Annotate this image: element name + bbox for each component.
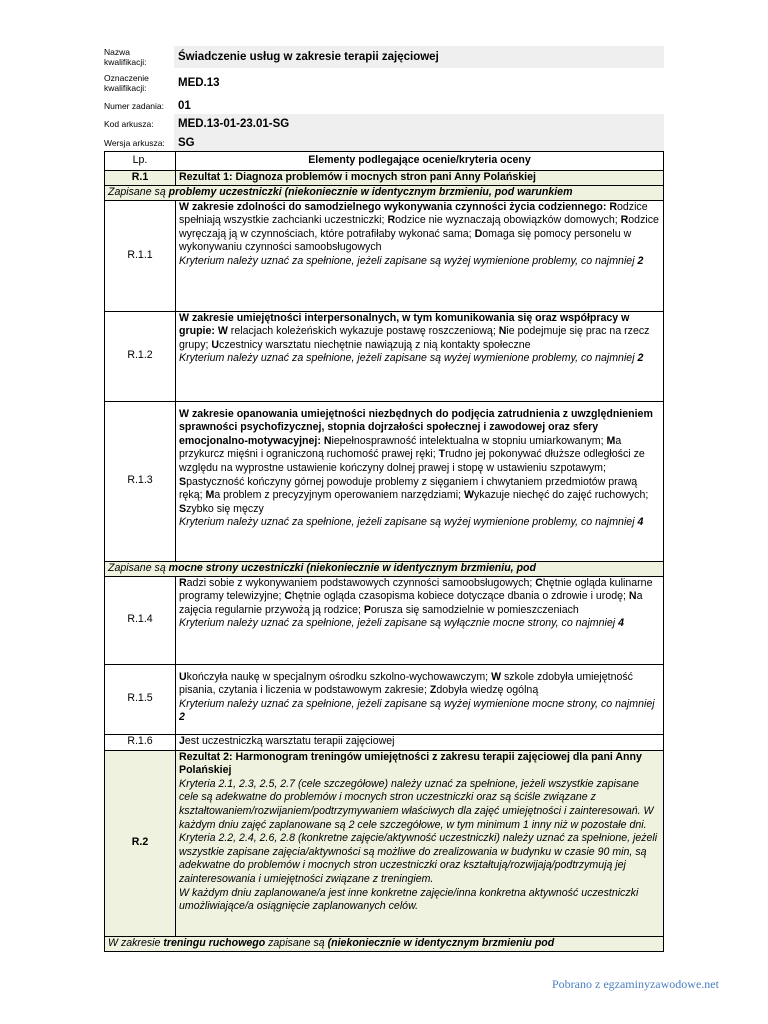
criterion-head: W zakresie zdolności do samodzielnego wykonywania czynności życia codziennego:	[179, 200, 607, 213]
criterion-rule-text: Kryterium należy uznać za spełnione, jeżeli zapisane są wyżej wymienione problemy, co najmniej	[179, 516, 638, 529]
item-initial: Z	[429, 684, 437, 697]
criterion-head: W zakresie opanowania umiejętności niezbędnych do podjęcia zatrudnienia z uwzględnieniem sprawności psychofizycznej, stopnia dojrzałości społecznej i zawodowej oraz sfery emocjonalno-motywacyjnej:	[179, 407, 653, 447]
band-emphasis: problemy uczestniczki (niekoniecznie w identycznym brzmieniu, pod warunkiem	[168, 185, 573, 198]
row-number: R.1.4	[105, 576, 176, 664]
item-initial: U	[211, 338, 220, 351]
item-text: kończyła naukę w specjalnym ośrodku szkolno-wychowawczym;	[186, 670, 492, 683]
item-text: est uczestniczką warsztatu terapii zajęciowej	[184, 735, 395, 748]
item-text: szkole zdobyła umiejętność pisania, czytania i liczenia w podstawowym zakresie;	[179, 670, 633, 697]
item-initial: R	[620, 214, 629, 227]
result-content	[176, 750, 664, 936]
item-text: a problem z precyzyjnym operowaniem narzędziami;	[214, 489, 464, 502]
header-label: Wersja arkusza:	[104, 138, 165, 148]
band-emphasis: mocne strony uczestniczki (niekoniecznie w identycznym brzmieniu, pod	[168, 561, 536, 574]
header-row-qualification-code	[104, 70, 664, 96]
item-initial: R	[387, 214, 396, 227]
section-band-strengths	[105, 561, 664, 576]
item-initial: J	[179, 735, 185, 748]
header-row-sheet-version	[104, 134, 664, 152]
result-criteria-daily: W każdym dniu zaplanowane/a jest inne konkretne zajęcie/inna konkretna aktywność uczestniczki umożliwiające/a osiągnięcie zaplanowanych celów.	[179, 886, 639, 913]
criterion-minimum: 2	[637, 352, 644, 365]
criterion-row-r1-4	[105, 576, 664, 664]
item-text: zybko się męczy	[186, 502, 264, 515]
column-header-elements: Elementy podlegające ocenie/kryteria oceny	[176, 152, 664, 171]
item-initial: S	[179, 475, 187, 488]
item-initial: T	[438, 448, 446, 461]
item-text: ykazuje niechęć do zajęć ruchowych;	[473, 489, 649, 502]
table-header-row	[105, 152, 664, 171]
item-initial: M	[205, 489, 215, 502]
qualification-name: Świadczenie usług w zakresie terapii zajęciowej	[174, 46, 664, 68]
row-number: R.1.2	[105, 311, 176, 401]
download-source-link[interactable]: Pobrano z egzaminyzawodowe.net	[552, 977, 719, 991]
item-text: omaga się pomocy personelu w wykonywaniu czynności samoobsługowych	[179, 227, 632, 254]
item-initial: N	[628, 590, 637, 603]
result-row-r2	[105, 750, 664, 936]
item-text: iepełnosprawność intelektualna w stopniu umiarkowanym;	[331, 434, 607, 447]
item-text: odzice wyręczają ją w czynnościach, które potrafiłaby wykonać sama;	[179, 214, 659, 240]
row-number: R.1	[105, 171, 176, 186]
item-text: a zajęcia regularnie przywożą ją rodzice;	[179, 590, 643, 616]
item-initial: C	[284, 590, 293, 603]
criterion-rule	[179, 516, 643, 528]
header-label: Oznaczenie kwalifikacji:	[104, 73, 149, 93]
task-number: 01	[178, 100, 191, 112]
item-text: relacjach koleżeńskich wykazuje postawę roszczeniową;	[227, 325, 499, 338]
column-header-lp: Lp.	[105, 152, 176, 171]
row-number: R.1.1	[105, 200, 176, 311]
band-lead: Zapisane są	[108, 561, 169, 574]
header-label: Kod arkusza:	[104, 119, 154, 129]
row-number: R.1.5	[105, 664, 176, 734]
criterion-row-r1-5	[105, 664, 664, 734]
item-list	[179, 671, 633, 697]
criterion-row-r1-2	[105, 311, 664, 401]
header-row-qualification-name	[104, 44, 664, 70]
sheet-header	[104, 44, 664, 152]
criterion-content	[176, 576, 664, 664]
header-row-sheet-code	[104, 114, 664, 134]
criteria-table	[104, 151, 664, 952]
criterion-rule-text: Kryterium należy uznać za spełnione, jeżeli zapisane są wyżej wymienione problemy, co najmniej	[179, 254, 638, 267]
criterion-rule	[179, 255, 643, 267]
band-emphasis: treningu ruchowego	[163, 936, 266, 949]
band-lead: zapisane są	[265, 936, 328, 949]
criterion-minimum: 2	[179, 711, 185, 724]
criterion-row-r1-3	[105, 401, 664, 561]
section-band-motor-training	[105, 936, 664, 951]
row-number: R.2	[105, 750, 176, 936]
item-initial: R	[609, 200, 617, 213]
criterion-rule-text: Kryterium należy uznać za spełnione, jeżeli zapisane są wyżej wymienione mocne strony, co najmniej	[179, 697, 655, 710]
criterion-head: W zakresie umiejętności interpersonalnych, w tym komunikowania się oraz współpracy w grupie:	[179, 311, 630, 338]
criterion-content	[176, 200, 664, 311]
item-initial: W	[463, 489, 474, 502]
item-text: hętnie ogląda kulinarne programy telewizyjne;	[179, 576, 653, 603]
item-text: czestnicy warsztatu niechętnie nawiązują z nią kontakty społeczne	[219, 338, 531, 351]
item-initial: D	[474, 227, 483, 240]
section-band-text	[105, 936, 664, 951]
item-initial: N	[323, 434, 332, 447]
criterion-content	[176, 311, 664, 401]
item-initial: S	[179, 502, 187, 515]
item-text: a przykurcz mięśni i ograniczoną ruchomość prawej ręki;	[179, 434, 622, 461]
item-initial: M	[606, 434, 616, 447]
criterion-rule	[179, 617, 624, 629]
header-row-task-number	[104, 98, 664, 114]
item-list	[179, 577, 652, 616]
item-text: hętnie ogląda czasopisma kobiece dotyczące dbania o zdrowie i urodę;	[292, 590, 629, 603]
item-text: adzi sobie z wykonywaniem podstawowych czynności samoobsługowych;	[186, 576, 536, 589]
result-row-r1	[105, 171, 664, 186]
criterion-content	[176, 734, 664, 750]
band-lead: Zapisane są	[108, 185, 169, 198]
criterion-minimum: 4	[618, 617, 624, 630]
item-text: dobyła wiedzę ogólną	[436, 684, 539, 697]
item-initial: W	[491, 670, 502, 683]
result-criteria-goals: Kryteria 2.1, 2.3, 2.5, 2.7 (cele szczegółowe) należy uznać za spełnione, jeżeli wszystkie zapisane cele są adekwatne do problemów i mocnych stron uczestniczki oraz są ściśle związane z kształtowaniem/rozwijaniem/podtrzymywaniem właściwych dla zajęć umiejętności i zainteresowań. W każdym dniu zajęć zaplanowane są 2 cele szczegółowe, w tym minimum 1 inny niż w pozostałe dni.	[179, 777, 654, 831]
criterion-rule-text: Kryterium należy uznać za spełnione, jeżeli zapisane są wyłącznie mocne strony, co najmniej	[179, 617, 619, 630]
row-number: R.1.6	[105, 734, 176, 750]
item-initial: R	[179, 576, 187, 589]
sheet-code: MED.13-01-23.01-SG	[174, 114, 664, 134]
item-initial: U	[179, 670, 187, 683]
row-number: R.1.3	[105, 401, 176, 561]
criterion-rule	[179, 352, 643, 364]
item-text: orusza się samodzielnie w pomieszczeniach	[370, 603, 579, 616]
item-text: odzice nie wyznaczają obowiązków domowych;	[395, 214, 621, 227]
criterion-rule-text: Kryterium należy uznać za spełnione, jeżeli zapisane są wyżej wymienione problemy, co najmniej	[179, 352, 638, 365]
item-text: pastyczność kończyny górnej powoduje problemy z sięganiem i chwytaniem przedmiotów prawą ręką;	[179, 475, 638, 502]
criterion-minimum: 4	[637, 516, 644, 529]
item-initial: W	[217, 325, 228, 338]
band-emphasis: (niekoniecznie w identycznym brzmieniu pod	[327, 936, 555, 949]
band-lead: W zakresie	[108, 936, 164, 949]
item-text: odzice spełniają wszystkie zachcianki uczestniczki;	[179, 200, 648, 227]
qualification-code: MED.13	[178, 77, 220, 89]
header-label: Numer zadania:	[104, 101, 165, 111]
criterion-content	[176, 401, 664, 561]
criterion-rule	[179, 698, 655, 724]
criterion-minimum: 2	[637, 254, 644, 267]
sheet-version: SG	[174, 134, 664, 152]
item-initial: C	[535, 576, 543, 589]
item-initial: P	[363, 603, 371, 616]
criterion-row-r1-6	[105, 734, 664, 750]
criterion-content	[176, 664, 664, 734]
result-criteria-activities: Kryteria 2.2, 2.4, 2.6, 2.8 (konkretne zajęcie/aktywność uczestniczki) należy uznać za spełnione, jeżeli wszystkie zapisane zajęcia/aktywności są możliwe do zrealizowania w budynku w czasie 90 min, są adekwatne do problemów i mocnych stron uczestniczki oraz kształtują/rozwijają/podtrzymują jej zainteresowania i umiejętności związane z treningiem.	[179, 832, 658, 885]
criterion-row-r1-1	[105, 200, 664, 311]
section-band-text	[105, 185, 664, 200]
item-list	[179, 325, 649, 351]
item-text: rudno jej pokonywać dłuższe odległości ze względu na wyprostne ustawienie kończyny dolnej prawej i stopę w ustawieniu szpotawym;	[179, 448, 645, 474]
result-title: Rezultat 2: Harmonogram treningów umiejętności z zakresu terapii zajęciowej dla pani Anny Polańskiej	[179, 750, 642, 777]
section-band-problems	[105, 185, 664, 200]
result-title: Rezultat 1: Diagnoza problemów i mocnych stron pani Anny Polańskiej	[176, 171, 664, 186]
item-initial: N	[498, 325, 507, 338]
header-label: Nazwa kwalifikacji:	[104, 47, 147, 67]
item-text: ie podejmuje się prac na rzecz grupy;	[179, 325, 650, 351]
section-band-text	[105, 561, 664, 576]
